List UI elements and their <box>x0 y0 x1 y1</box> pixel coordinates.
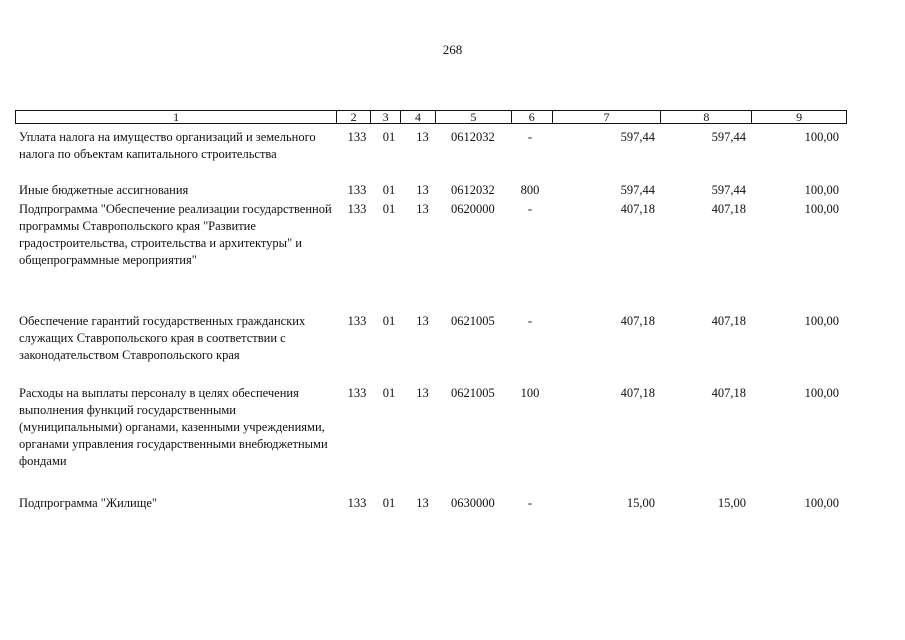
row-col-2: 133 <box>347 386 367 400</box>
row-col-7: 407,18 <box>620 386 655 400</box>
table-header-row <box>15 110 847 124</box>
row-col-6: - <box>527 314 533 328</box>
column-header-9: 9 <box>796 110 803 124</box>
row-col-4: 13 <box>416 314 429 328</box>
row-col-9: 100,00 <box>804 130 839 144</box>
row-col-2: 133 <box>347 130 367 144</box>
row-col-9: 100,00 <box>804 314 839 328</box>
row-col-8: 597,44 <box>711 183 746 197</box>
row-col-5: 0620000 <box>451 202 495 216</box>
column-header-6: 6 <box>512 111 553 123</box>
column-header-5: 5 <box>436 111 512 123</box>
row-col-8: 407,18 <box>711 202 746 216</box>
row-col-3: 01 <box>382 183 396 197</box>
row-col-9: 100,00 <box>804 183 839 197</box>
row-col-8: 407,18 <box>711 386 746 400</box>
column-header-3: 3 <box>371 111 401 123</box>
row-col-2: 133 <box>347 496 367 510</box>
row-name: Иные бюджетные ассигнования <box>19 183 189 197</box>
row-col-5: 0621005 <box>451 314 495 328</box>
row-col-5: 0612032 <box>451 130 495 144</box>
row-col-3: 01 <box>382 314 396 328</box>
row-col-8: 15,00 <box>717 496 746 510</box>
row-col-4: 13 <box>416 130 429 144</box>
row-col-2: 133 <box>347 314 367 328</box>
row-col-3: 01 <box>382 202 396 216</box>
column-header-2: 2 <box>337 111 371 123</box>
row-name: Обеспечение гарантий государственных гражданских служащих Ставропольского края в соответствии с законодательством Ставропольского края <box>19 314 306 362</box>
row-col-5: 0621005 <box>451 386 495 400</box>
row-col-7: 597,44 <box>620 183 655 197</box>
row-col-8: 407,18 <box>711 314 746 328</box>
row-col-6: - <box>527 496 533 510</box>
row-col-2: 133 <box>347 202 367 216</box>
row-col-4: 13 <box>416 496 429 510</box>
row-col-7: 407,18 <box>620 202 655 216</box>
row-name: Расходы на выплаты персоналу в целях обеспечения выполнения функций государственными (муниципальными) органами, казенными учреждениями, органами управления государственными внебюджетными фондами <box>19 386 328 468</box>
page-number: 268 <box>442 42 463 57</box>
row-col-4: 13 <box>416 202 429 216</box>
row-name: Подпрограмма "Обеспечение реализации государственной программы Ставропольского края "Развитие градостроительства, строительства и архитектуры" и общепрограммные мероприятия" <box>19 202 332 267</box>
row-col-7: 15,00 <box>626 496 655 510</box>
row-col-8: 597,44 <box>711 130 746 144</box>
row-col-3: 01 <box>382 496 396 510</box>
row-col-4: 13 <box>416 183 429 197</box>
row-col-9: 100,00 <box>804 496 839 510</box>
row-col-9: 100,00 <box>804 202 839 216</box>
column-header-7: 7 <box>553 111 662 123</box>
row-col-9: 100,00 <box>804 386 839 400</box>
row-col-6: - <box>527 130 533 144</box>
row-col-7: 407,18 <box>620 314 655 328</box>
row-col-3: 01 <box>382 130 396 144</box>
row-col-3: 01 <box>382 386 396 400</box>
row-col-6: 800 <box>520 183 540 197</box>
column-header-4: 4 <box>401 111 436 123</box>
row-name: Подпрограмма "Жилище" <box>19 496 157 510</box>
column-header-1: 1 <box>16 111 337 123</box>
row-col-5: 0630000 <box>451 496 495 510</box>
row-col-6: 100 <box>520 386 540 400</box>
row-name: Уплата налога на имущество организаций и земельного налога по объектам капитального строительства <box>19 130 316 161</box>
row-col-7: 597,44 <box>620 130 655 144</box>
row-col-4: 13 <box>416 386 429 400</box>
column-header-8: 8 <box>661 111 752 123</box>
row-col-2: 133 <box>347 183 367 197</box>
row-col-6: - <box>527 202 533 216</box>
row-col-5: 0612032 <box>451 183 495 197</box>
